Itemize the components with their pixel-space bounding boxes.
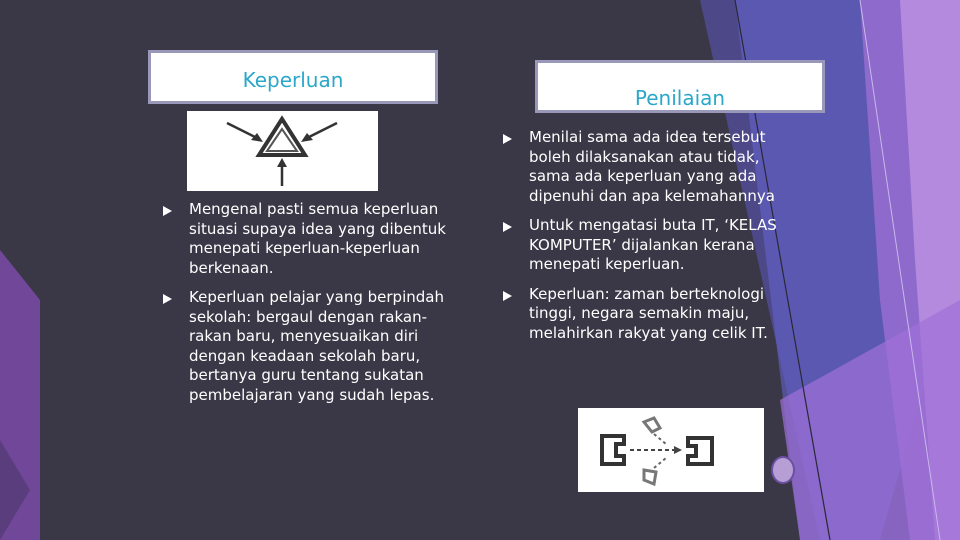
title-box-keperluan [148, 50, 438, 104]
panel-title-keperluan: Keperluan [242, 68, 344, 92]
puzzle-pieces-icon [578, 408, 764, 492]
bullet-text: Untuk mengatasi buta IT, ‘KELAS KOMPUTER’ dijalankan kerana menepati keperluan. [529, 216, 777, 273]
circle-shape [771, 456, 795, 484]
bullet-arrow-icon [503, 291, 512, 301]
list-item [503, 216, 793, 275]
bullet-text: Menilai sama ada idea tersebut boleh dilaksanakan atau tidak, sama ada keperluan yang ada dipenuhi dan apa kelemahannya [529, 128, 775, 205]
penilaian-bullet-list [503, 128, 793, 353]
list-item [163, 288, 448, 405]
bullet-arrow-icon [503, 134, 512, 144]
triangle-arrows-image [187, 111, 378, 191]
bullet-text: Keperluan pelajar yang berpindah sekolah: bergaul dengan rakan-rakan baru, menyesuaikan diri dengan keadaan sekolah baru, bertanya guru tentang sukatan pembelajaran yang sudah lepas. [189, 288, 444, 404]
list-item [503, 128, 793, 206]
bullet-text: Keperluan: zaman berteknologi tinggi, negara semakin maju, melahirkan rakyat yang celik IT. [529, 284, 768, 342]
panel-title-penilaian: Penilaian [634, 86, 726, 110]
list-item [163, 200, 448, 278]
bullet-arrow-icon [163, 294, 172, 304]
puzzle-pieces-image [578, 408, 764, 492]
triangle-diagram-icon [187, 111, 378, 191]
list-item [503, 285, 793, 344]
keperluan-bullet-list [163, 200, 448, 415]
bullet-arrow-icon [503, 222, 512, 232]
bullet-arrow-icon [163, 206, 172, 216]
bullet-text: Mengenal pasti semua keperluan situasi supaya idea yang dibentuk menepati keperluan-keperluan berkenaan. [189, 200, 446, 277]
title-box-penilaian [535, 60, 825, 113]
